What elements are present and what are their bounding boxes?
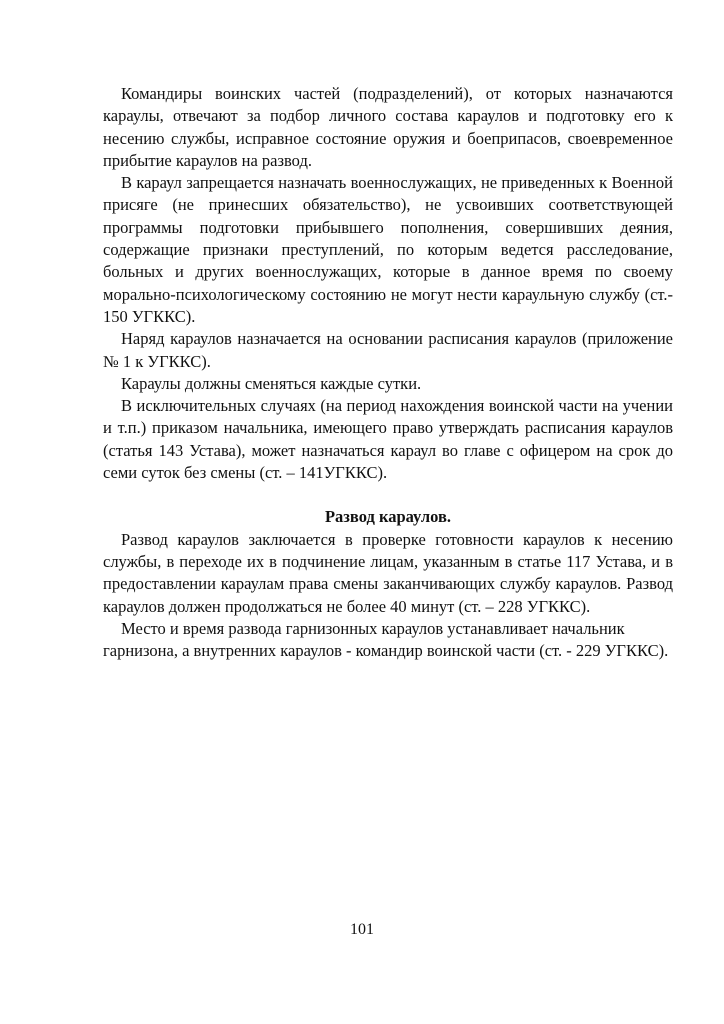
section-heading: Развод караулов. xyxy=(324,507,452,527)
paragraph-guard-change-daily: Караулы должны сменяться каждые сутки. xyxy=(121,373,422,393)
page-body xyxy=(103,83,673,662)
paragraph-exceptional-cases: В исключительных случаях (на период нахождения воинской части на учении и т.п.) приказом начальника, имеющего право утверждать расписания караулов (статья 143 Устава), может назначаться караул во главе с офицером на срок до семи суток без смены (ст. – 141УГККС). xyxy=(103,396,673,483)
paragraph-guard-prohibitions: В караул запрещается назначать военнослужащих, не приведенных к Военной присяге (не принесших обязательство), не усвоивших соответствующей программы подготовки прибывшего пополнения, совершивших деяния, содержащие признаки преступлений, по которым ведется расследование, больных и других военнослужащих, которые в данное время по своему морально-психологическому состоянию не могут нести караульную службу (ст.- 150 УГККС). xyxy=(103,173,673,326)
paragraph-guard-mount-place-time: Место и время развода гарнизонных караулов устанавливает начальник гарнизона, а внутренних караулов - командир воинской части (ст. - 229 УГККС). xyxy=(103,618,669,661)
paragraph-guard-mount-definition: Развод караулов заключается в проверке готовности караулов к несению службы, в переходе их в подчинение лицам, указанным в статье 117 Устава, и в предоставлении караулам права смены заканчивающих службу караулов. Развод караулов должен продолжаться не более 40 минут (ст. – 228 УГККС). xyxy=(103,529,673,616)
page-number: 101 xyxy=(350,921,374,938)
paragraph-commanders-responsibility: Командиры воинских частей (подразделений), от которых назначаются караулы, отвечают за подбор личного состава караулов и подготовку его к несению службы, исправное состояние оружия и боеприпасов, своевременное прибытие караулов на развод. xyxy=(103,84,673,170)
paragraph-guard-assignment: Наряд караулов назначается на основании расписания караулов (приложение № 1 к УГККС). xyxy=(103,329,673,371)
section-gap xyxy=(103,484,673,506)
